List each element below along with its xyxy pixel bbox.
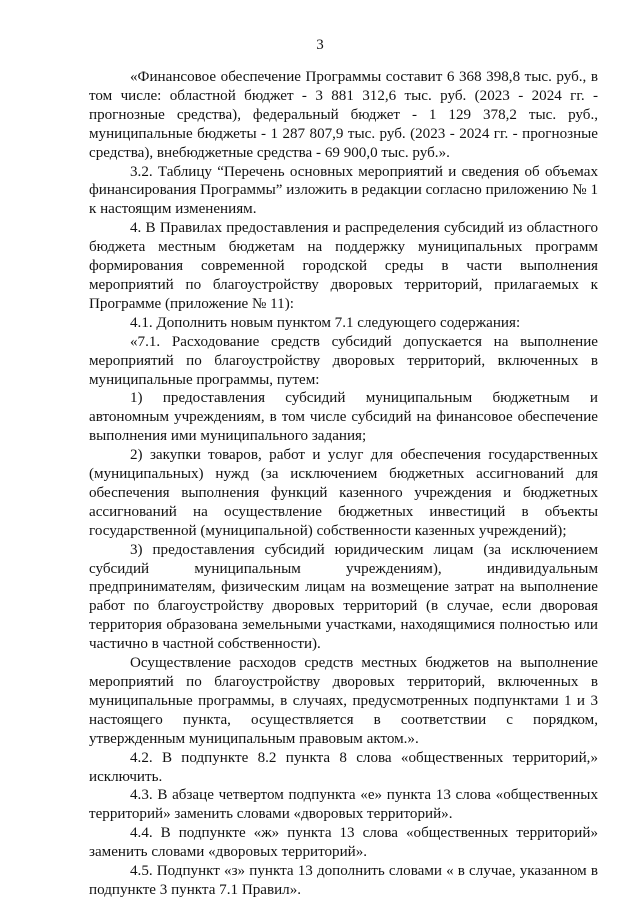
paragraph-7-1-item-2: 2) закупки товаров, работ и услуг для обеспечения государственных (муниципальных) нужд (за исключением бюджетных ассигнований для обеспечения выполнения функций казенного учреждения и бюджетных ассигнований на осуществление бюджетных инвестиций в объекты государственной (муниципальной) собственности казенных учреждений); [89, 447, 598, 539]
paragraph-7-1: «7.1. Расходование средств субсидий допускается на выполнение мероприятий по благоустройству дворовых территорий, включенных в муниципальные программы, путем: [89, 333, 598, 388]
paragraph-4-5: 4.5. Подпункт «з» пункта 13 дополнить словами « в случае, указанном в подпункте 3 пункта 7.1 Правил». [89, 863, 598, 898]
paragraph-4: 4. В Правилах предоставления и распределения субсидий из областного бюджета местным бюджетам на поддержку муниципальных программ формирования современной городской среды в части выполнения мероприятий по благоустройству дворовых территорий, прилагаемых к Программе (приложение № 11): [89, 220, 598, 312]
paragraph-7-1-item-3: 3) предоставления субсидий юридическим лицам (за исключением субсидий муниципальным учреждениям), индивидуальным предпринимателям, физическим лицам на возмещение затрат на выполнение работ по благоустройству дворовых территорий (в случае, если дворовая территория образована земельными участками, находящимися полностью или частично в частной собственности). [89, 541, 598, 653]
paragraph-7-1-item-1: 1) предоставления субсидий муниципальным бюджетным и автономным учреждениям, в том числе субсидий на финансовое обеспечение выполнения ими муниципального задания; [89, 390, 598, 445]
page-number: 3 [316, 37, 324, 53]
paragraph-4-1: 4.1. Дополнить новым пунктом 7.1 следующего содержания: [130, 314, 521, 331]
paragraph-3-2: 3.2. Таблицу “Перечень основных мероприятий и сведения об объемах финансирования Программы” изложить в редакции согласно приложению № 1 к настоящим изменениям. [89, 163, 598, 218]
paragraph-4-4: 4.4. В подпункте «ж» пункта 13 слова «общественных территорий» заменить словами «дворовых территорий». [89, 825, 598, 861]
paragraph-financing: «Финансовое обеспечение Программы составит 6 368 398,8 тыс. руб., в том числе: областной бюджет - 3 881 312,6 тыс. руб. (2023 - 2024 гг. - прогнозные средства), федеральный бюджет - 1 129 378,2 тыс. руб., муниципальные бюджеты - 1 287 807,9 тыс. руб. (2023 - 2024 гг. - прогнозные средства), внебюджетные средства - 69 900,0 тыс. руб.». [89, 69, 598, 161]
paragraph-4-3: 4.3. В абзаце четвертом подпункта «е» пункта 13 слова «общественных территорий» заменить словами «дворовых территорий». [89, 787, 598, 823]
paragraph-expenses: Осуществление расходов средств местных бюджетов на выполнение мероприятий по благоустройству дворовых территорий, включенных в муниципальные программы, в случаях, предусмотренных подпунктами 1 и 3 настоящего пункта, осуществляется в соответствии с порядком, утвержденным муниципальным правовым актом.». [89, 655, 598, 747]
paragraph-4-2: 4.2. В подпункте 8.2 пункта 8 слова «общественных территорий,» исключить. [89, 749, 598, 785]
document-body [89, 68, 598, 900]
